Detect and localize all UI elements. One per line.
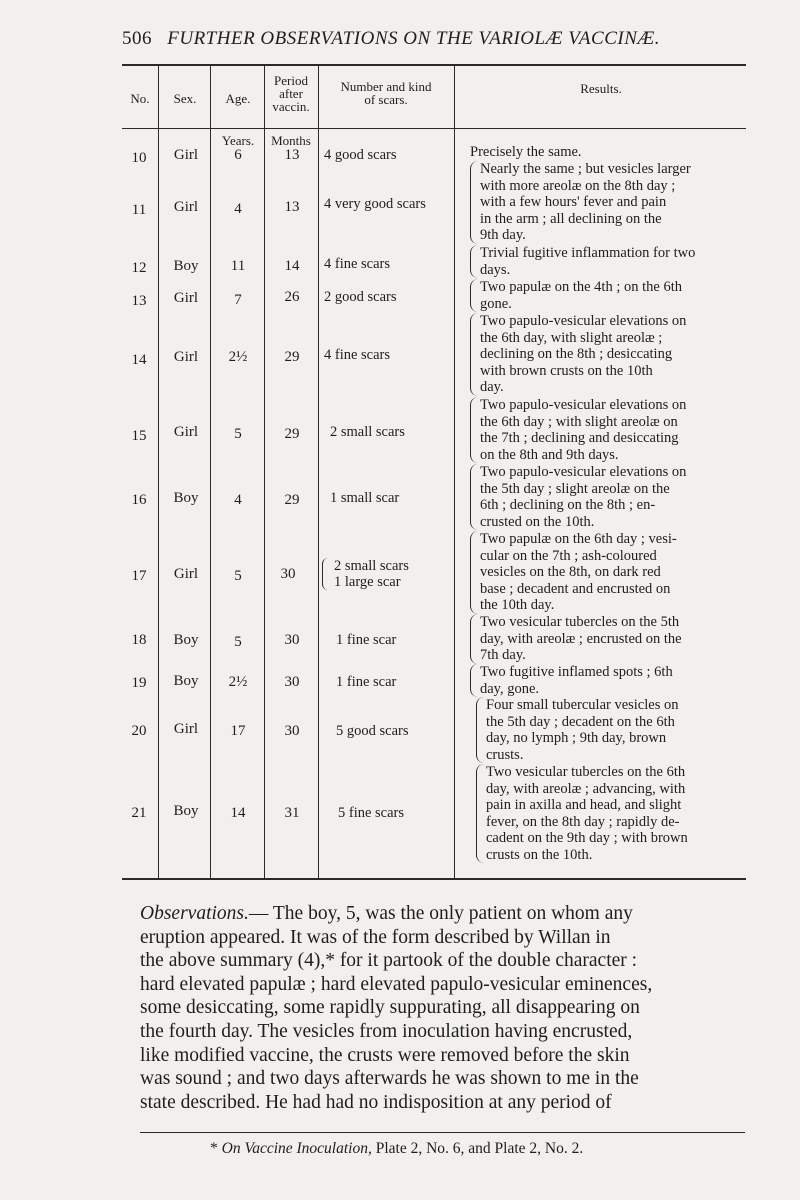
cell-scars: 2 good scars (324, 289, 397, 305)
cell-results (470, 531, 744, 614)
cell-period: 30 (280, 566, 296, 582)
result-line: cular on the 7th ; ash-coloured (480, 547, 657, 564)
cell-scars: 5 fine scars (338, 805, 405, 821)
result-line: Two papulæ on the 6th day ; vesi- (480, 531, 677, 547)
cell-results (476, 697, 744, 763)
result-line: Two papulo-vesicular elevations on (480, 464, 687, 480)
result-line: the 5th day ; slight areolæ on the (480, 480, 670, 497)
result-line: Two fugitive inflamed spots ; 6th (480, 664, 673, 680)
result-line: Precisely the same. (470, 144, 582, 160)
cell-sex: Boy (173, 258, 199, 274)
table-top-rule (122, 64, 746, 66)
table-bottom-rule (122, 878, 746, 880)
page-number: 506 (122, 28, 152, 49)
header-sex: Sex. (173, 91, 197, 106)
result-line: the 6th day, with slight areolæ ; (480, 329, 663, 346)
cell-results (470, 279, 744, 312)
result-line: Two papulo-vesicular elevations on (480, 397, 687, 413)
cell-results (470, 664, 744, 697)
result-line: 6th ; declining on the 8th ; en- (480, 497, 656, 513)
cell-age: 2½ (228, 674, 248, 690)
result-line: Trivial fugitive inflammation for two (480, 245, 696, 261)
cell-age: 7 (234, 292, 242, 308)
cell-no: 18 (131, 632, 147, 648)
paragraph-line: like modified vaccine, the crusts were removed before the skin (140, 1044, 630, 1066)
paragraph-line: the fourth day. The vesicles from inoculation having encrusted, (140, 1020, 633, 1042)
footnote-title: On Vaccine Inoculation (221, 1140, 368, 1157)
result-line: with a few hours' fever and pain (480, 194, 667, 210)
footnote-marker: * (210, 1140, 218, 1157)
result-line: crusted on the 10th. (480, 513, 595, 530)
result-line: day. (480, 379, 504, 395)
result-line: pain in axilla and head, and slight (486, 797, 682, 813)
paragraph-line: some desiccating, some rapidly suppurating, all disappearing on (140, 997, 640, 1019)
observations-lead: Observations. (140, 903, 249, 924)
column-divider (210, 64, 211, 880)
result-line: day, no lymph ; 9th day, brown (486, 730, 667, 746)
column-divider (158, 64, 159, 880)
result-line: Nearly the same ; but vesicles larger (480, 161, 691, 177)
paragraph-line: was sound ; and two days afterwards he was shown to me in the (140, 1068, 639, 1090)
running-head-title: FURTHER OBSERVATIONS ON THE VARIOLÆ VACCINÆ. (167, 28, 661, 49)
cell-scars: 4 very good scars (324, 196, 426, 212)
cell-scars: 1 fine scar (336, 632, 397, 648)
result-line: 9th day. (480, 227, 526, 243)
cell-no: 14 (131, 352, 147, 368)
paragraph-line (140, 902, 750, 926)
observations-paragraph (140, 902, 750, 1114)
cell-period: 14 (284, 258, 300, 274)
result-line: gone. (480, 295, 512, 312)
cell-results (470, 313, 744, 396)
header-scars-line: Number and kind (340, 79, 432, 94)
running-header (122, 28, 660, 50)
cell-no: 10 (131, 150, 147, 166)
cell-age: 5 (234, 568, 242, 584)
cell-results (470, 464, 744, 530)
cell-period: 26 (284, 289, 300, 305)
cell-scars: 1 small scar (330, 490, 400, 506)
header-period-line: Period (274, 73, 308, 88)
result-line: the 7th ; declining and desiccating (480, 430, 679, 446)
cell-scars: 5 good scars (336, 723, 409, 739)
cell-age: 6 (234, 147, 242, 163)
column-divider (318, 64, 319, 880)
cell-sex: Girl (173, 721, 199, 737)
paragraph-line: the above summary (4),* for it partook of the double character : (140, 950, 638, 972)
header-results: Results. (580, 81, 622, 96)
cell-period: 29 (284, 492, 300, 508)
cell-results (470, 397, 744, 463)
result-line: fever, on the 8th day ; rapidly de- (486, 813, 680, 830)
cell-sex: Boy (173, 673, 199, 689)
result-line: day, gone. (480, 680, 540, 697)
cell-age: 5 (234, 634, 242, 650)
cell-age: 5 (234, 426, 242, 442)
result-line: with more areolæ on the 8th day ; (480, 177, 676, 194)
cell-no: 20 (131, 723, 147, 739)
unit-years: Years. (221, 133, 255, 148)
cell-sex: Girl (173, 349, 199, 365)
result-line: crusts. (486, 746, 524, 763)
paragraph-line: hard elevated papulæ ; hard elevated papulo-vesicular eminences, (140, 973, 653, 995)
cell-no: 12 (131, 260, 147, 276)
cell-age: 11 (230, 258, 246, 274)
cell-scars: 4 fine scars (324, 347, 391, 363)
cell-no: 11 (131, 202, 147, 218)
result-line: the 5th day ; decadent on the 6th (486, 713, 675, 730)
cell-period: 13 (284, 199, 300, 215)
cell-period: 13 (284, 147, 300, 163)
scar-line: 2 small scars (334, 558, 409, 574)
footnote (210, 1140, 583, 1158)
footnote-rule (140, 1132, 745, 1133)
result-line: crusts on the 10th. (486, 846, 593, 863)
cell-period: 29 (284, 426, 300, 442)
cell-period: 29 (284, 349, 300, 365)
cell-results (470, 161, 744, 244)
result-line: vesicles on the 8th, on dark red (480, 564, 661, 580)
cell-age: 14 (230, 805, 246, 821)
paragraph-line-text: — The boy, 5, was the only patient on whom any (248, 903, 633, 924)
header-period (264, 74, 318, 113)
cell-age: 17 (230, 723, 246, 739)
cell-age: 4 (234, 201, 242, 217)
cell-scars: 1 fine scar (336, 674, 397, 690)
result-line: the 6th day ; with slight areolæ on (480, 413, 678, 430)
cell-period: 30 (284, 723, 300, 739)
cell-no: 17 (131, 568, 147, 584)
cell-no: 21 (131, 805, 147, 821)
cell-no: 13 (131, 293, 147, 309)
cell-results (470, 614, 744, 664)
cell-results (470, 144, 744, 161)
result-line: 7th day. (480, 647, 526, 663)
cell-no: 19 (131, 675, 147, 691)
cell-no: 15 (131, 428, 147, 444)
paragraph-line: eruption appeared. It was of the form described by Willan in (140, 926, 611, 948)
result-line: base ; decadent and encrusted on (480, 580, 671, 597)
result-line: cadent on the 9th day ; with brown (486, 830, 688, 846)
cell-age: 2½ (228, 349, 248, 365)
header-no: No. (130, 91, 150, 106)
result-line: day, with areolæ ; encrusted on the (480, 630, 682, 647)
cell-sex: Boy (173, 632, 199, 648)
result-line: days. (480, 261, 511, 278)
cell-sex: Girl (173, 290, 199, 306)
footnote-rest: , Plate 2, No. 6, and Plate 2, No. 2. (367, 1140, 584, 1157)
cell-sex: Boy (173, 803, 199, 819)
unit-months: Months (271, 133, 311, 148)
cell-period: 30 (284, 632, 300, 648)
result-line: in the arm ; all declining on the (480, 210, 662, 227)
column-divider (454, 64, 455, 880)
scar-line: 1 large scar (334, 574, 401, 590)
cell-scars (322, 558, 409, 590)
paragraph-line: state described. He had had no indisposition at any period of (140, 1091, 612, 1113)
cell-sex: Girl (173, 199, 199, 215)
cell-sex: Girl (173, 147, 199, 163)
cell-age: 4 (234, 492, 242, 508)
cell-sex: Girl (173, 566, 199, 582)
header-age: Age. (225, 91, 251, 106)
cell-results (470, 245, 744, 278)
result-line: with brown crusts on the 10th (480, 362, 653, 379)
result-line: declining on the 8th ; desiccating (480, 346, 673, 362)
result-line: day, with areolæ ; advancing, with (486, 780, 686, 797)
cell-period: 31 (284, 805, 300, 821)
header-scars-line: of scars. (364, 92, 408, 107)
result-line: on the 8th and 9th days. (480, 446, 619, 463)
cell-scars: 2 small scars (330, 424, 405, 440)
column-divider (264, 64, 265, 880)
result-line: Two papulo-vesicular elevations on (480, 313, 687, 329)
cell-scars: 4 good scars (324, 147, 397, 163)
result-line: Two vesicular tubercles on the 5th (480, 614, 680, 630)
result-line: Two papulæ on the 4th ; on the 6th (480, 279, 682, 295)
table-header-rule (122, 128, 746, 129)
cell-results (476, 764, 748, 863)
header-period-line: after (279, 86, 303, 101)
cell-sex: Boy (173, 490, 199, 506)
brace-mark (322, 558, 329, 590)
result-line: Two vesicular tubercles on the 6th (486, 764, 686, 780)
header-period-line: vaccin. (272, 99, 310, 114)
cell-sex: Girl (173, 424, 199, 440)
cell-period: 30 (284, 674, 300, 690)
cell-scars: 4 fine scars (324, 256, 391, 272)
result-line: Four small tubercular vesicles on (486, 697, 679, 713)
result-line: the 10th day. (480, 597, 555, 613)
cell-no: 16 (131, 492, 147, 508)
header-scars (318, 80, 454, 106)
